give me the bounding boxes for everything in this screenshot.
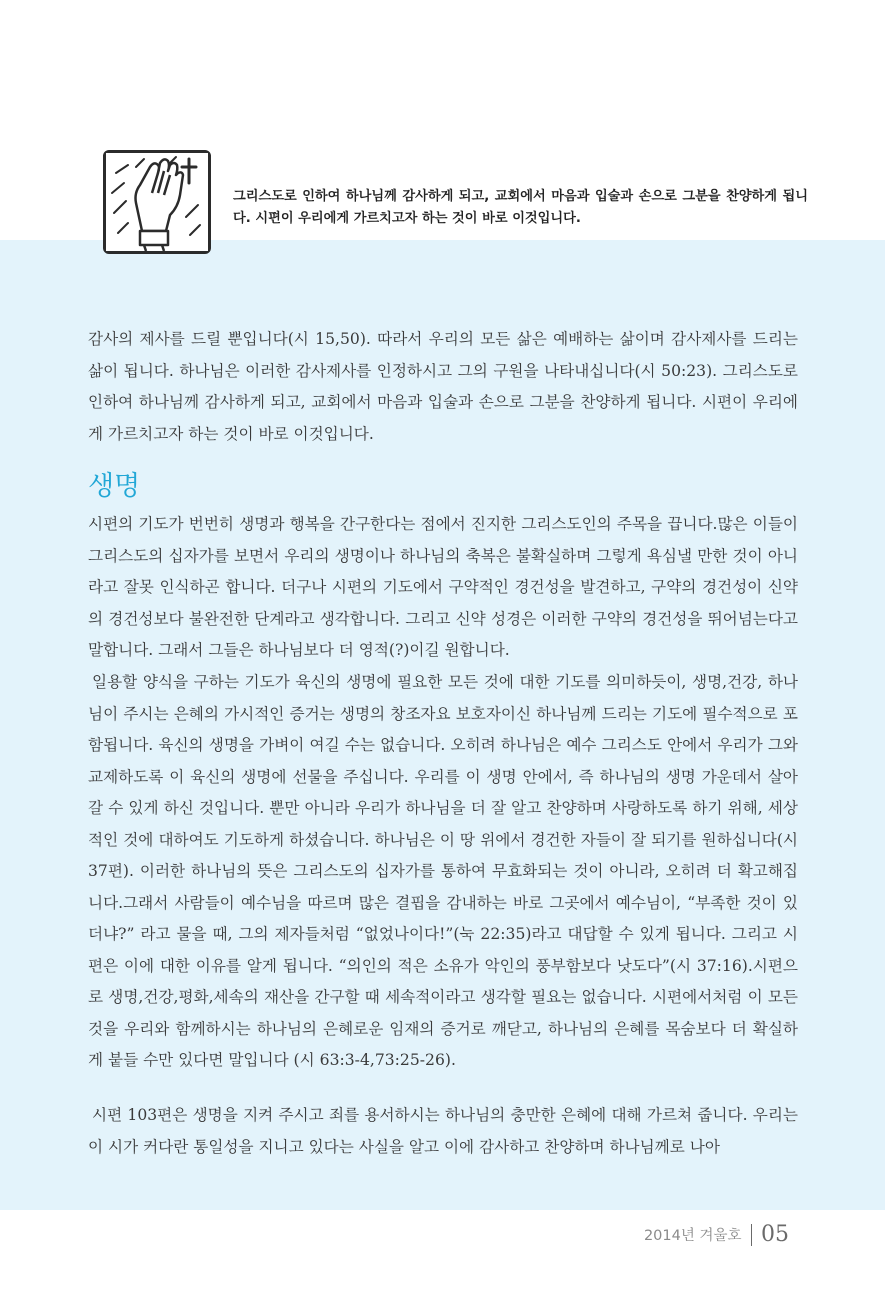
page-number: 05 [761,1222,789,1247]
footer-divider [751,1224,753,1246]
praying-hands-icon [103,150,211,254]
body-paragraph: 시편 103편은 생명을 지켜 주시고 죄를 용서하시는 하나님의 충만한 은혜에 대해 가르쳐 줍니다. 우리는 이 시가 커다란 통일성을 지니고 있다는 사실을 알고 이에 감사하고 찬양하며 하나님께로 나아 [88,1106,798,1156]
issue-label: 2014년 겨울호 [643,1228,742,1244]
body-paragraph: 일용할 양식을 구하는 기도가 육신의 생명에 필요한 모든 것에 대한 기도를 의미하듯이, 생명,건강, 하나님이 주시는 은혜의 가시적인 증거는 생명의 창조자요 보호자이신 하나님께 드리는 기도에 필수적으로 포함됩니다. 육신의 생명을 가벼이 여길 수는 없습니다. 오히려 하나님은 예수 그리스도 안에서 우리가 그와 교제하도록 이 육신의 생명에 선물을 주십니다. 우리를 이 생명 안에서, 즉 하나님의 생명 가운데서 살아갈 수 있게 하신 것입니다. 뿐만 아니라 우리가 하나님을 더 잘 알고 찬양하며 사랑하도록 하기 위해, 세상적인 것에 대하여도 기도하게 하셨습니다. 하나님은 이 땅 위에서 경건한 자들이 잘 되기를 원하십니다(시37편). 이러한 하나님의 뜻은 그리스도의 십자가를 통하여 무효화되는 것이 아니라, 오히려 더 확고해집니다.그래서 사람들이 예수님을 따르며 많은 결핍을 감내하는 바로 그곳에서 예수님이, “부족한 것이 있더냐?” 라고 물을 때, 그의 제자들처럼 “없었나이다!”(눅 22:35)라고 대답할 수 있게 됩니다. 그리고 시편은 이에 대한 이유를 알게 됩니다. “의인의 적은 소유가 악인의 풍부함보다 낫도다”(시 37:16).시편으로 생명,건강,평화,세속의 재산을 간구할 때 세속적이라고 생각할 필요는 없습니다. 시편에서처럼 이 모든 것을 우리와 함께하시는 하나님의 은혜로운 임재의 증거로 깨닫고, 하나님의 은혜를 목숨보다 더 확실하게 붙들 수만 있다면 말입니다 (시 63:3-4,73:25-26). [88,673,798,1069]
body-paragraph: 시편의 기도가 번번히 생명과 행복을 간구한다는 점에서 진지한 그리스도인의 주목을 끕니다.많은 이들이 그리스도의 십자가를 보면서 우리의 생명이나 하나님의 축복은 불확실하며 그렇게 욕심낼 만한 것이 아니라고 잘못 인식하곤 합니다. 더구나 시편의 기도에서 구약적인 경건성을 발견하고, 구약의 경건성이 신약의 경건성보다 불완전한 단계라고 생각합니다. 그리고 신약 성경은 이러한 구약의 경건성을 뛰어넘는다고 말합니다. 그래서 그들은 하나님보다 더 영적(?)이길 원합니다. [88,515,798,659]
callout-text: 그리스도로 인하여 하나님께 감사하게 되고, 교회에서 마음과 입술과 손으로 그분을 찬양하게 됩니다. 시편이 우리에게 가르치고자 하는 것이 바로 이것입니다. [233,189,808,226]
footer [644,1222,789,1247]
intro-paragraph: 감사의 제사를 드릴 뿐입니다(시 15,50). 따라서 우리의 모든 삶은 예배하는 삶이며 감사제사를 드리는 삶이 됩니다. 하나님은 이러한 감사제사를 인정하시고 그의 구원을 나타내십니다(시 50:23). 그리스도로 인하여 하나님께 감사하게 되고, 교회에서 마음과 입술과 손으로 그분을 찬양하게 됩니다. 시편이 우리에게 가르치고자 하는 것이 바로 이것입니다. [88,330,798,443]
section-heading: 생명 [88,471,141,502]
